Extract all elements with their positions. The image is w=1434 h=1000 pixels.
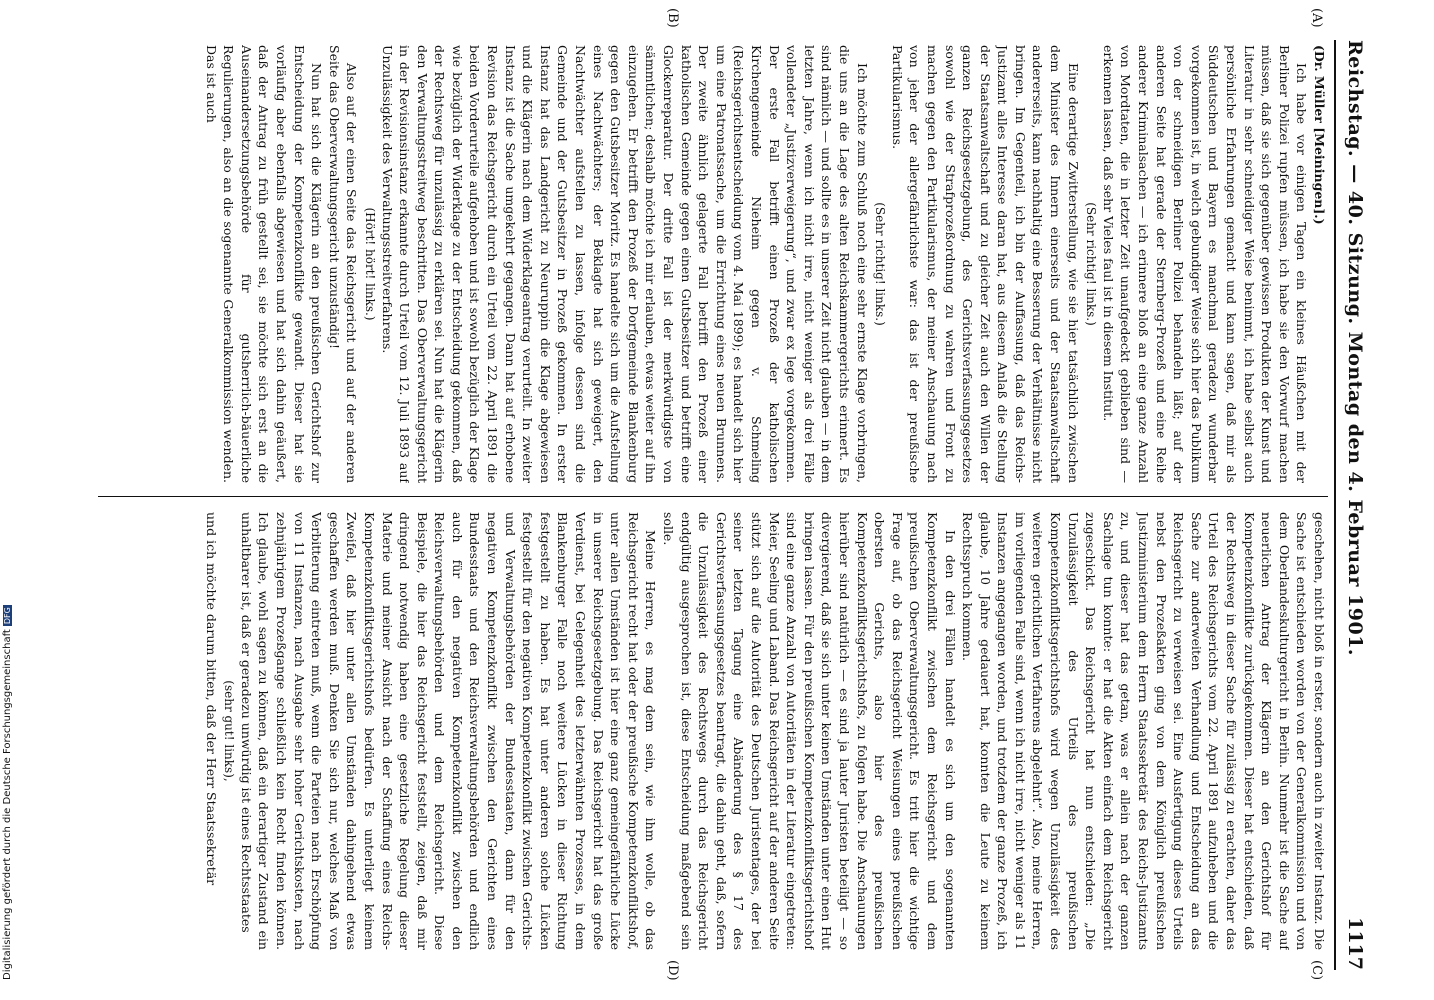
right-column bbox=[98, 512, 1328, 950]
paragraph: Ich habe vor einigen Tagen ein kleines Häußchen mit der Berliner Polizei rupfen müssen, ich habe sie den Vorwurf machen müssen, daß sie sich gegenüber gewissen Produkten der Kunst und Literatur in sehr schneidiger Weise benimmt, ich habe selbst auch persönliche Erfahrungen gemacht und kann sagen, daß mir als Süddeutschen und Bayern es manchmal geradezu wunderbar vorgekommen ist, in welch gebundiger Weise sich hier das Publikum von der schneidigen Berliner Polizei behandeln läßt; auf der anderen Seite hat gerade der Sternberg-Prozeß und eine Reihe anderer Kriminalsachen — ich erinnere bloß an eine ganze Anzahl von Mordtaten, die in letzter Zeit unaufgedeckt geblieben sind — erkennen lassen, daß sehr Vieles faul ist in diesem Institut. bbox=[1100, 45, 1310, 483]
paragraph: geschehen, nicht bloß in erster, sondern auch in zweiter Instanz. Die Sache ist entschieden worden von der Generalkommission und von dem Oberlandeskulturgericht in Berlin. Nunmehr ist die Sache auf neuerlichen Antrag der Klägerin an den Gerichtshof für Kompetenzkonflikte zurückgekommen. Dieser hat entschieden, daß der Rechtsweg in dieser Sache für zulässig zu erachten, daher das Urteil des Reichsgerichts vom 22. April 1891 aufzuheben und die Sache zur anderweiten Verhandlung und Entscheidung an das Reichsgericht zu verweisen sei. Eine Ausfertigung dieses Urteils nebst den Prozeßakten ging von dem Königlich preußischen Justizministerium dem Herrn Staatssekretär des Reichs-Justizamts zu, und dieser hat das getan, was er allein nach der ganzen Sachlage tun konnte: er hat die Akten einfach dem Reichsgericht zugeschickt. Das Reichsgericht hat nun entschieden: „Die Unzulässigkeit des Urteils des preußischen Kompetenzkonfliktsgerichtshofs wird wegen Unzulässigkeit des weiteren gerichtlichen Verfahrens abgelehnt“. Also, meine Herren, im vorliegenden Falle sind, wenn ich nicht irre, nicht weniger als 11 Instanzen angegangen worden, und trotzdem der ganze Prozeß, ich glaube, 10 Jahre gedauert hat, konnten die Leute zu keinem Rechtsspruch kommen. bbox=[960, 512, 1327, 950]
margin-marker-b: (B) bbox=[665, 8, 680, 28]
paragraph: Nun hat sich die Klägerin an den preußischen Gerichtshof zur Entscheidung der Kompetenzkonflikte gewandt. Dieser hat sie vorläufig aber ebenfalls abgewiesen und hat sich dahin geäußert, daß der Antrag zu früh gestellt sei, sie möchte sich erst an die Auseinandersetzungsbehörde für gutsherrlich-bäuerliche Regulierungen, also an die sogenannte Generalkommission wenden. Das ist auch bbox=[203, 45, 325, 483]
speaker-label: (Dr. Müller [Meiningen].) bbox=[1312, 45, 1327, 225]
column-divider bbox=[98, 496, 1328, 497]
credit-text: Digitalisierung gefördert durch die Deutsche Forschungsgemeinschaft bbox=[2, 629, 13, 980]
page-header bbox=[1338, 40, 1372, 970]
left-column bbox=[98, 45, 1328, 483]
header-rule bbox=[1334, 40, 1336, 970]
dfg-logo-icon: DFG bbox=[3, 607, 12, 625]
digitization-credit bbox=[2, 20, 22, 980]
page-number: 1117 bbox=[1344, 917, 1366, 970]
margin-marker-c: (C) bbox=[1309, 960, 1324, 981]
paragraph: Meine Herren, es mag dem sein, wie ihm wolle, ob das Reichsgericht recht hat oder der preußische Kompetenzkonfliktshof, unter allen Umständen ist hier eine ganz gemeingefährliche Lücke in unserer Reichsgesetzgebung. Das Reichsgericht hat das große Verdienst, bei Gelegenheit des letzterwähnten Prozesses, in dem Blankenburger Falle noch weitere Lücken in dieser Richtung festgestellt zu haben. Es hat unter anderen solche Lücken festgestellt für den negativen Kompetenzkonflikt zwischen Gerichts- und Verwaltungsbehörden der Bundesstaaten, dann für den negativen Kompetenzkonflikt zwischen den Gerichten eines Bundesstaats und den Reichsverwaltungsbehörden und endlich auch für den negativen Kompetenzkonflikt zwischen den Reichsverwaltungsbehörden und dem Reichsgericht. Diese Beispiele, die hier das Reichsgericht feststellt, zeigen, daß mir dringend notwendig haben eine gesetzliche Regelung dieser Materie und meiner Ansicht nach der Schaffung eines Reichs-Kompetenzkonfliktsgerichtshofs bedürfen. Es unterliegt keinem Zweifel, daß hier unter allen Umständen dahingehend etwas geschaffen werden muß. Denken Sie sich nur, welches Maß von Verbitterung eintreten muß, wenn die Parteien nach Erschöpfung von 11 Instanzen, nach Ausgabe sehr hoher Gerichtskosten, nach zehnjährigem Prozeßgange schließlich kein Recht finden können. Ich glaube, wohl sagen zu können, daß ein derartiger Zustand ein unhaltbarer ist, daß er geradezu unwürdig ist eines Rechtsstaates bbox=[238, 512, 659, 950]
paragraph: Ich möchte zum Schluß noch eine sehr ernste Klage vorbringen, die uns an die Lage des alten Reichskammergerichts erinnert. Es sind nämlich — und sollte es in unserer Zeit nicht glauben — in dem letzten Jahre, wenn ich nicht irre, nicht weniger als drei Fälle vollendeter „Justizverweigerung“, und zwar ex lege vorgekommen. Der erste Fall betrifft einen Prozeß der katholischen Kirchengemeinde Nieheim gegen v. Schmeling (Reichsgerichtsentscheidung vom 4. Mai 1899); es handelt sich hier um eine Patronatssache, um die Errichtung eines neuen Brunnens. Der zweite ähnlich gelagerte Fall betrifft den Prozeß einer katholischen Gemeinde gegen einen Gutsbesitzer und betrifft eine Glockenreparatur. Der dritte Fall ist der merkwürdigste von sämmtlichen; deshalb möchte ich mir erlauben, etwas weiter auf ihn einzugehen. Er betrifft den Prozeß der Dorfgemeinde Blankenburg gegen den Gutsbesitzer Moritz. Es handelte sich um die Aufstellung eines Nachtwächters; der Beklagte hat sich geweigert, den Nachtwächter aufstellen zu lassen, infolge dessen sind die Gemeinde und der Gutsbesitzer in Prozeß gekommen. In erster Instanz hat das Landgericht zu Neuruppin die Klage abgewiesen und die Klägerin nach dem Widerklageantrag verurteilt. In zweiter Instanz ist die Sache umgekehrt gegangen. Dann hat auf erhobene Revision das Reichsgericht durch ein Urteil vom 22. April 1891 die beiden Vorderurteile aufgehoben und ist sowohl bezüglich der Klage wie bezüglich der Widerklage zu der Entscheidung gekommen, daß der Rechtsweg für unzulässig zu erklären sei. Nun hat die Klägerin den Verwaltungsstreitweg beschritten. Das Oberverwaltungsgericht in der Revisionsinstanz erkannte durch Urteil vom 12. Juli 1893 auf Unzulässigkeit des Verwaltungsstreitverfahrens. bbox=[379, 45, 870, 483]
paragraph: und ich möchte darum bitten, daß der Herr Staatssekretär bbox=[203, 512, 219, 886]
paragraph: Also auf der einen Seite das Reichsgericht und auf der anderen Seite das Oberverwaltungsgericht unzuständig! bbox=[326, 45, 360, 483]
paragraph: Eine derartige Zwitterstellung, wie sie hier tatsächlich zwischen dem Minister des Innern einerseits und der Staatsanwaltschaft andererseits, kann nachhaltig eine Besserung der Verhältnisse nicht bringen. Im Gegenteil, ich bin der Auffassung, daß das Reichs-Justizamt alles Interesse daran hat, aus diesem Anlaß die Stellung der Staatsanwaltschaft und zu gleicher Zeit auch den Willen der ganzen Reichsgesetzgebung, des Gerichtsverfassungsgesetzes sowohl wie der Strafprozeßordnung zu wahren und Front zu machen gegen den Partikularismus, der meiner Anschauung nach von jeher der allergefährlichste war: das ist der preußische Partikularismus. bbox=[889, 45, 1081, 483]
document-page bbox=[80, 0, 1380, 1000]
interjection: (Sehr richtig! links.) bbox=[873, 202, 888, 326]
interjection: (sehr gut! links), bbox=[222, 680, 237, 782]
margin-marker-d: (D) bbox=[665, 960, 680, 981]
margin-marker-a: (A) bbox=[1309, 8, 1324, 28]
paragraph: In den drei Fällen handelt es sich um den sogenannten Kompetenzkonflikt zwischen dem Reichsgericht und dem preußischen Oberverwaltungsgericht. Es tritt hier die wichtige Frage auf, ob das Reichsgericht Weisungen eines preußischen obersten Gerichts, also hier des preußischen Kompetenzkonfliktsgerichtshofs, zu folgen habe. Die Anschauungen hierüber sind natürlich — es sind ja lauter Juristen beteiligt — so divergierend, daß sie sich unter keinen Umständen unter einen Hut bringen lassen. Für den preußischen Kompetenzkonfliktsgerichtshof sind eine ganze Anzahl von Autoritäten in der Literatur eingetreten: Meier, Seeling und Laband. Das Reichsgericht auf der anderen Seite stützt sich auf die Autorität des Deutschen Juristentages, der bei seiner letzten Tagung eine Abänderung des § 17 des Gerichtsverfassungsgesetzes beantragt, die dahin geht, daß, sofern die Unzulässigkeit des Rechtswegs durch das Reichsgericht endgültig ausgesprochen ist, diese Entscheidung maßgebend sein solle. bbox=[661, 512, 958, 950]
interjection: (Sehr richtig! links.) bbox=[1084, 202, 1099, 326]
interjection: (Hört! hört! links.) bbox=[362, 207, 377, 321]
header-title: Reichstag. — 40. Sitzung. Montag den 4. Februar 1901. bbox=[1344, 40, 1366, 657]
